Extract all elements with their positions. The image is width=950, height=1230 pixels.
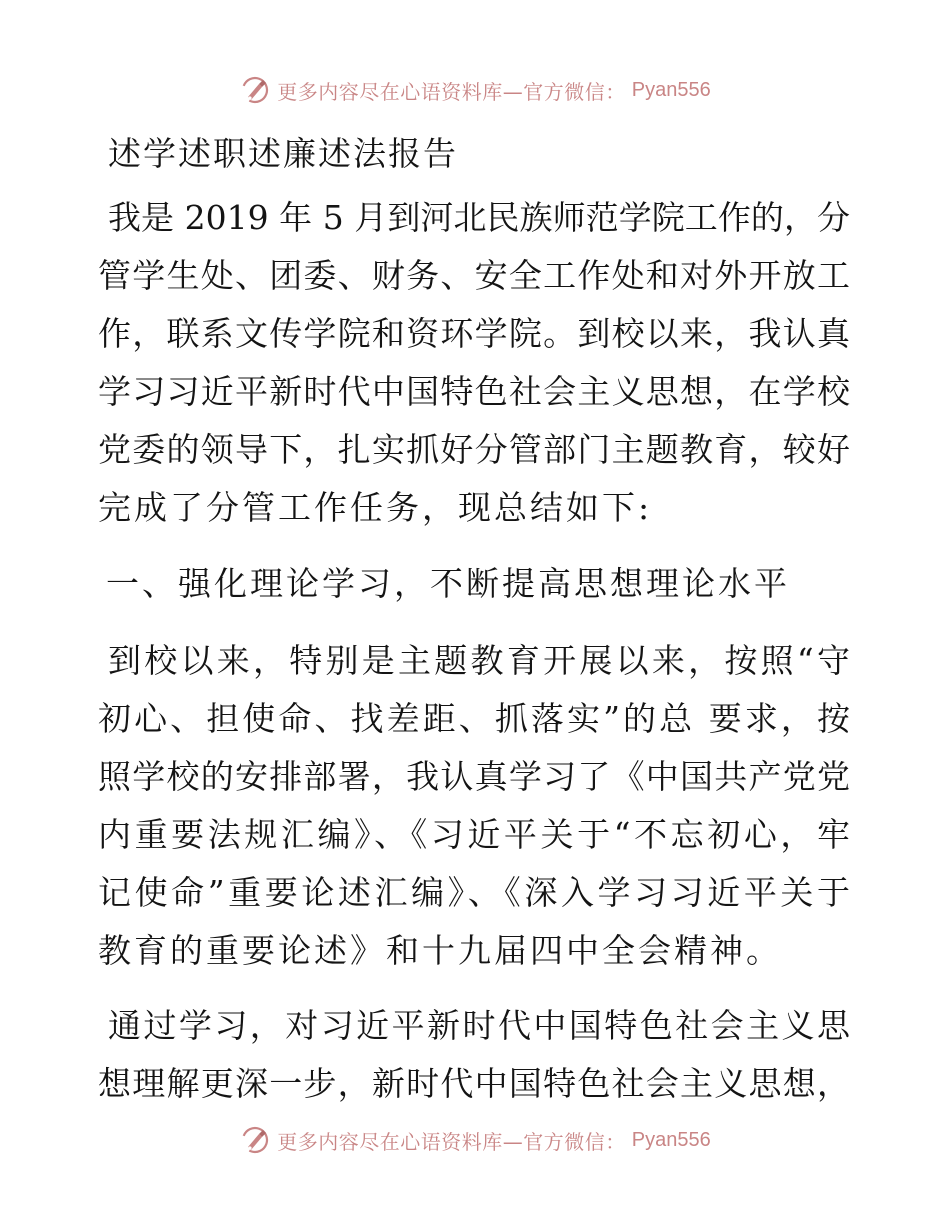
paragraph-line: 记使命”重要论述汇编》、《深入学习习近平关于 — [98, 873, 850, 912]
paragraph-study — [98, 632, 850, 980]
pen-nib-logo-icon — [239, 74, 271, 106]
paragraph-line: 作，联系文传学院和资环学院。到校以来，我认真 — [98, 314, 850, 353]
footer-watermark-banner — [0, 1120, 950, 1160]
paragraph-line: 教育的重要论述》和十九届四中全会精神。 — [98, 931, 782, 970]
header-watermark-banner — [0, 70, 950, 110]
pen-nib-logo-icon — [239, 1124, 271, 1156]
paragraph-line: 内重要法规汇编》、《习近平关于“不忘初心，牢 — [98, 815, 850, 854]
paragraph-line: 管学生处、团委、财务、安全工作处和对外开放工 — [98, 256, 850, 295]
paragraph-line: 初心、担使命、找差距、抓落实”的总 要求，按 — [98, 699, 850, 738]
paragraph-line: 完成了分管工作任务，现总结如下: — [98, 488, 653, 527]
paragraph-line: 党委的领导下，扎实抓好分管部门主题教育，较好 — [98, 430, 850, 469]
paragraph-line: 通过学习，对习近平新时代中国特色社会主义思 — [108, 1006, 850, 1045]
banner-text: 更多内容尽在心语资料库—官方微信： — [277, 79, 626, 104]
section-heading: 一、强化理论学习，不断提高思想理论水平 — [106, 564, 790, 603]
wechat-id: Pyan556 — [631, 1128, 711, 1151]
paragraph-line: 到校以来，特别是主题教育开展以来，按照“守 — [108, 641, 850, 680]
banner-text: 更多内容尽在心语资料库—官方微信： — [277, 1129, 626, 1154]
paragraph-line: 我是 2019 年 5 月到河北民族师范学院工作的，分 — [108, 198, 850, 237]
document-title: 述学述职述廉述法报告 — [108, 134, 458, 173]
paragraph-intro — [98, 189, 850, 537]
paragraph-line: 想理解更深一步，新时代中国特色社会主义思想， — [98, 1064, 850, 1103]
wechat-id: Pyan556 — [631, 78, 711, 101]
paragraph-line: 照学校的安排部署，我认真学习了《中国共产党党 — [98, 757, 850, 796]
paragraph-understanding — [98, 997, 850, 1113]
paragraph-line: 学习习近平新时代中国特色社会主义思想，在学校 — [98, 372, 850, 411]
